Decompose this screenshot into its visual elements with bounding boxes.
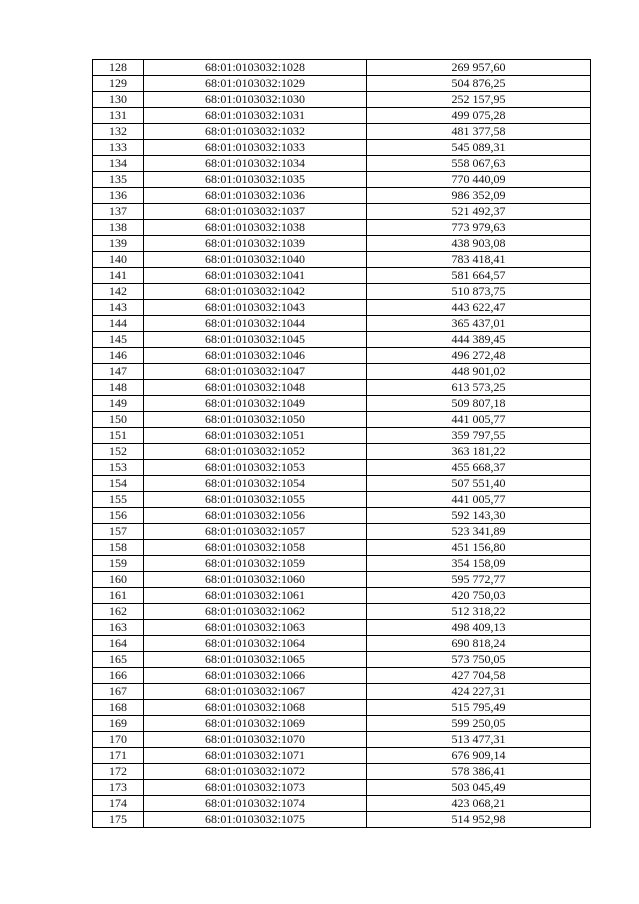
cadastral-value-cell: 513 477,31 [367, 732, 591, 748]
row-number-cell: 171 [93, 748, 144, 764]
cadastral-value-cell: 496 272,48 [367, 348, 591, 364]
table-body [93, 60, 591, 828]
row-number-cell: 170 [93, 732, 144, 748]
cadastral-number-cell: 68:01:0103032:1065 [144, 652, 367, 668]
cadastral-value-cell: 592 143,30 [367, 508, 591, 524]
table-row [93, 76, 591, 92]
cadastral-number-cell: 68:01:0103032:1059 [144, 556, 367, 572]
table-row [93, 156, 591, 172]
table-row [93, 812, 591, 828]
cadastral-number-cell: 68:01:0103032:1043 [144, 300, 367, 316]
cadastral-number-cell: 68:01:0103032:1074 [144, 796, 367, 812]
table-row [93, 508, 591, 524]
cadastral-number-cell: 68:01:0103032:1034 [144, 156, 367, 172]
table-row [93, 732, 591, 748]
row-number-cell: 157 [93, 524, 144, 540]
cadastral-number-cell: 68:01:0103032:1030 [144, 92, 367, 108]
row-number-cell: 175 [93, 812, 144, 828]
cadastral-value-cell: 521 492,37 [367, 204, 591, 220]
cadastral-value-cell: 613 573,25 [367, 380, 591, 396]
cadastral-number-cell: 68:01:0103032:1056 [144, 508, 367, 524]
table-row [93, 652, 591, 668]
cadastral-number-cell: 68:01:0103032:1036 [144, 188, 367, 204]
cadastral-number-cell: 68:01:0103032:1063 [144, 620, 367, 636]
row-number-cell: 143 [93, 300, 144, 316]
table-row [93, 668, 591, 684]
table-row [93, 604, 591, 620]
cadastral-number-cell: 68:01:0103032:1075 [144, 812, 367, 828]
row-number-cell: 165 [93, 652, 144, 668]
row-number-cell: 138 [93, 220, 144, 236]
cadastral-number-cell: 68:01:0103032:1052 [144, 444, 367, 460]
cadastral-number-cell: 68:01:0103032:1057 [144, 524, 367, 540]
table-row [93, 396, 591, 412]
table-row [93, 140, 591, 156]
cadastral-number-cell: 68:01:0103032:1028 [144, 60, 367, 76]
table-row [93, 636, 591, 652]
cadastral-number-cell: 68:01:0103032:1069 [144, 716, 367, 732]
table-row [93, 780, 591, 796]
table-row [93, 284, 591, 300]
row-number-cell: 155 [93, 492, 144, 508]
table-row [93, 492, 591, 508]
row-number-cell: 154 [93, 476, 144, 492]
row-number-cell: 168 [93, 700, 144, 716]
cadastral-value-cell: 354 158,09 [367, 556, 591, 572]
cadastral-number-cell: 68:01:0103032:1055 [144, 492, 367, 508]
row-number-cell: 144 [93, 316, 144, 332]
table-row [93, 332, 591, 348]
table-row [93, 540, 591, 556]
table-row [93, 556, 591, 572]
cadastral-value-cell: 451 156,80 [367, 540, 591, 556]
row-number-cell: 169 [93, 716, 144, 732]
row-number-cell: 129 [93, 76, 144, 92]
cadastral-number-cell: 68:01:0103032:1061 [144, 588, 367, 604]
table-row [93, 380, 591, 396]
cadastral-number-cell: 68:01:0103032:1038 [144, 220, 367, 236]
cadastral-number-cell: 68:01:0103032:1072 [144, 764, 367, 780]
cadastral-value-cell: 438 903,08 [367, 236, 591, 252]
cadastral-number-cell: 68:01:0103032:1047 [144, 364, 367, 380]
cadastral-number-cell: 68:01:0103032:1054 [144, 476, 367, 492]
cadastral-value-cell: 427 704,58 [367, 668, 591, 684]
row-number-cell: 164 [93, 636, 144, 652]
row-number-cell: 158 [93, 540, 144, 556]
cadastral-value-cell: 507 551,40 [367, 476, 591, 492]
table-row [93, 204, 591, 220]
row-number-cell: 167 [93, 684, 144, 700]
cadastral-value-cell: 363 181,22 [367, 444, 591, 460]
row-number-cell: 136 [93, 188, 144, 204]
cadastral-value-cell: 455 668,37 [367, 460, 591, 476]
cadastral-value-cell: 441 005,77 [367, 412, 591, 428]
table-row [93, 764, 591, 780]
cadastral-number-cell: 68:01:0103032:1067 [144, 684, 367, 700]
cadastral-number-cell: 68:01:0103032:1070 [144, 732, 367, 748]
row-number-cell: 159 [93, 556, 144, 572]
cadastral-value-cell: 365 437,01 [367, 316, 591, 332]
cadastral-number-cell: 68:01:0103032:1037 [144, 204, 367, 220]
row-number-cell: 148 [93, 380, 144, 396]
cadastral-value-cell: 770 440,09 [367, 172, 591, 188]
cadastral-value-cell: 499 075,28 [367, 108, 591, 124]
cadastral-number-cell: 68:01:0103032:1060 [144, 572, 367, 588]
cadastral-value-cell: 444 389,45 [367, 332, 591, 348]
cadastral-value-cell: 514 952,98 [367, 812, 591, 828]
row-number-cell: 145 [93, 332, 144, 348]
cadastral-number-cell: 68:01:0103032:1044 [144, 316, 367, 332]
table-row [93, 316, 591, 332]
row-number-cell: 174 [93, 796, 144, 812]
row-number-cell: 130 [93, 92, 144, 108]
cadastral-value-cell: 509 807,18 [367, 396, 591, 412]
cadastral-value-cell: 595 772,77 [367, 572, 591, 588]
cadastral-value-cell: 252 157,95 [367, 92, 591, 108]
row-number-cell: 173 [93, 780, 144, 796]
table-row [93, 428, 591, 444]
row-number-cell: 152 [93, 444, 144, 460]
cadastral-number-cell: 68:01:0103032:1040 [144, 252, 367, 268]
row-number-cell: 128 [93, 60, 144, 76]
cadastral-value-cell: 523 341,89 [367, 524, 591, 540]
cadastral-value-cell: 443 622,47 [367, 300, 591, 316]
row-number-cell: 161 [93, 588, 144, 604]
row-number-cell: 132 [93, 124, 144, 140]
cadastral-number-cell: 68:01:0103032:1064 [144, 636, 367, 652]
table-row [93, 364, 591, 380]
cadastral-number-cell: 68:01:0103032:1045 [144, 332, 367, 348]
cadastral-value-cell: 512 318,22 [367, 604, 591, 620]
table-row [93, 220, 591, 236]
cadastral-number-cell: 68:01:0103032:1058 [144, 540, 367, 556]
cadastral-value-cell: 773 979,63 [367, 220, 591, 236]
cadastral-number-cell: 68:01:0103032:1049 [144, 396, 367, 412]
cadastral-number-cell: 68:01:0103032:1062 [144, 604, 367, 620]
cadastral-number-cell: 68:01:0103032:1042 [144, 284, 367, 300]
table-row [93, 252, 591, 268]
cadastral-value-cell: 545 089,31 [367, 140, 591, 156]
row-number-cell: 131 [93, 108, 144, 124]
cadastral-value-cell: 573 750,05 [367, 652, 591, 668]
cadastral-value-cell: 986 352,09 [367, 188, 591, 204]
row-number-cell: 133 [93, 140, 144, 156]
table-row [93, 684, 591, 700]
row-number-cell: 150 [93, 412, 144, 428]
cadastral-number-cell: 68:01:0103032:1033 [144, 140, 367, 156]
cadastral-number-cell: 68:01:0103032:1031 [144, 108, 367, 124]
row-number-cell: 134 [93, 156, 144, 172]
cadastral-value-cell: 498 409,13 [367, 620, 591, 636]
table-row [93, 524, 591, 540]
cadastral-value-cell: 503 045,49 [367, 780, 591, 796]
table-row [93, 300, 591, 316]
cadastral-number-cell: 68:01:0103032:1066 [144, 668, 367, 684]
cadastral-value-cell: 676 909,14 [367, 748, 591, 764]
cadastral-value-cell: 515 795,49 [367, 700, 591, 716]
row-number-cell: 135 [93, 172, 144, 188]
row-number-cell: 153 [93, 460, 144, 476]
cadastral-value-cell: 504 876,25 [367, 76, 591, 92]
table-row [93, 108, 591, 124]
table-row [93, 188, 591, 204]
table-row [93, 172, 591, 188]
cadastral-value-cell: 420 750,03 [367, 588, 591, 604]
table-row [93, 60, 591, 76]
cadastral-value-cell: 578 386,41 [367, 764, 591, 780]
cadastral-value-cell: 441 005,77 [367, 492, 591, 508]
cadastral-value-cell: 481 377,58 [367, 124, 591, 140]
cadastral-value-cell: 690 818,24 [367, 636, 591, 652]
row-number-cell: 151 [93, 428, 144, 444]
row-number-cell: 146 [93, 348, 144, 364]
cadastral-number-cell: 68:01:0103032:1035 [144, 172, 367, 188]
cadastral-number-cell: 68:01:0103032:1051 [144, 428, 367, 444]
cadastral-number-cell: 68:01:0103032:1071 [144, 748, 367, 764]
table-row [93, 588, 591, 604]
table-row [93, 620, 591, 636]
table-row [93, 92, 591, 108]
cadastral-value-table [92, 59, 591, 828]
row-number-cell: 156 [93, 508, 144, 524]
cadastral-number-cell: 68:01:0103032:1041 [144, 268, 367, 284]
cadastral-value-cell: 558 067,63 [367, 156, 591, 172]
row-number-cell: 172 [93, 764, 144, 780]
row-number-cell: 142 [93, 284, 144, 300]
table-row [93, 268, 591, 284]
cadastral-value-cell: 269 957,60 [367, 60, 591, 76]
row-number-cell: 141 [93, 268, 144, 284]
table-row [93, 412, 591, 428]
row-number-cell: 163 [93, 620, 144, 636]
row-number-cell: 162 [93, 604, 144, 620]
row-number-cell: 160 [93, 572, 144, 588]
cadastral-value-cell: 599 250,05 [367, 716, 591, 732]
row-number-cell: 140 [93, 252, 144, 268]
table-row [93, 700, 591, 716]
table-row [93, 796, 591, 812]
table-row [93, 348, 591, 364]
table-row [93, 236, 591, 252]
cadastral-value-cell: 359 797,55 [367, 428, 591, 444]
table-row [93, 748, 591, 764]
row-number-cell: 147 [93, 364, 144, 380]
row-number-cell: 166 [93, 668, 144, 684]
cadastral-number-cell: 68:01:0103032:1046 [144, 348, 367, 364]
table-row [93, 572, 591, 588]
table-row [93, 460, 591, 476]
cadastral-value-cell: 510 873,75 [367, 284, 591, 300]
cadastral-value-cell: 423 068,21 [367, 796, 591, 812]
row-number-cell: 139 [93, 236, 144, 252]
cadastral-value-cell: 581 664,57 [367, 268, 591, 284]
cadastral-number-cell: 68:01:0103032:1053 [144, 460, 367, 476]
cadastral-number-cell: 68:01:0103032:1050 [144, 412, 367, 428]
cadastral-number-cell: 68:01:0103032:1029 [144, 76, 367, 92]
row-number-cell: 149 [93, 396, 144, 412]
cadastral-value-cell: 424 227,31 [367, 684, 591, 700]
table-row [93, 124, 591, 140]
cadastral-number-cell: 68:01:0103032:1068 [144, 700, 367, 716]
table-row [93, 444, 591, 460]
table-row [93, 716, 591, 732]
cadastral-number-cell: 68:01:0103032:1073 [144, 780, 367, 796]
row-number-cell: 137 [93, 204, 144, 220]
cadastral-number-cell: 68:01:0103032:1032 [144, 124, 367, 140]
cadastral-value-cell: 783 418,41 [367, 252, 591, 268]
cadastral-number-cell: 68:01:0103032:1048 [144, 380, 367, 396]
cadastral-number-cell: 68:01:0103032:1039 [144, 236, 367, 252]
cadastral-value-cell: 448 901,02 [367, 364, 591, 380]
table-row [93, 476, 591, 492]
